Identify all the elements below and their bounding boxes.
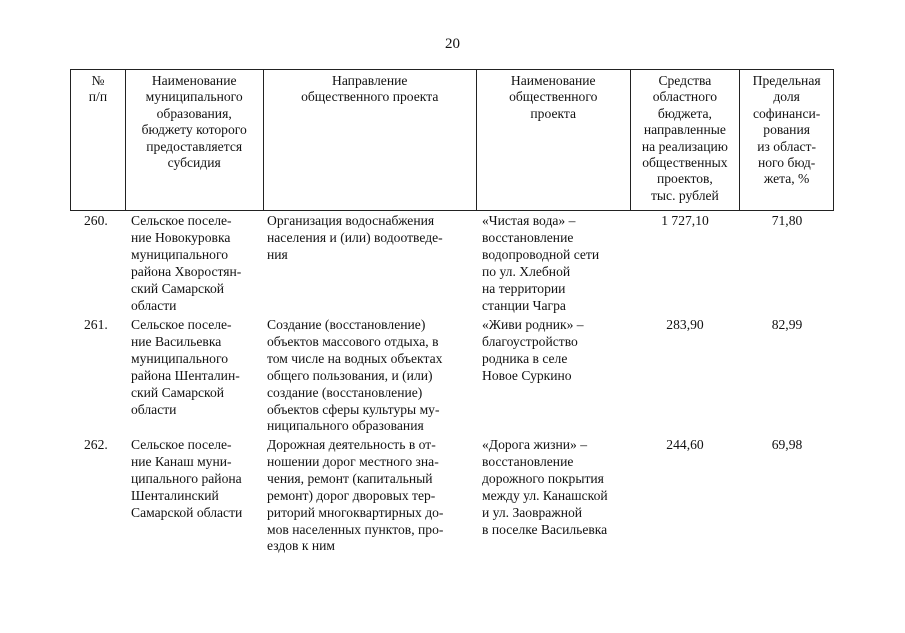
header-funds: Средства областного бюджета, направленные на реализацию общественных проектов, тыс. рублей bbox=[630, 70, 740, 210]
table-row bbox=[70, 437, 834, 567]
row-number: 261. bbox=[84, 317, 108, 332]
row-direction: Создание (восстановление) объектов массового отдыха, в том числе на водных объектах общего пользования, и (или) создание (восстановление) объектов сферы культуры му- ниципального образования bbox=[267, 317, 443, 434]
subsidy-table bbox=[70, 69, 834, 567]
row-municipality: Сельское поселе- ние Васильевка муниципального района Шенталин- ский Самарской области bbox=[131, 317, 240, 417]
row-project: «Живи родник» – благоустройство родника в селе Новое Суркино bbox=[482, 317, 584, 383]
header-number: № п/п bbox=[88, 73, 108, 105]
header-share: Предельная доля софинанси- рования из област- ного бюд- жета, % bbox=[739, 70, 833, 210]
table-row bbox=[70, 317, 834, 437]
row-share: 69,98 bbox=[771, 437, 803, 452]
row-municipality: Сельское поселе- ние Канаш муни- ципального района Шенталинский Самарской области bbox=[131, 437, 243, 520]
row-funds: 283,90 bbox=[666, 317, 704, 332]
table-header bbox=[70, 69, 834, 211]
row-direction: Дорожная деятельность в от- ношении дорог местного зна- чения, ремонт (капитальный ремонт) дорог дворовых тер- риторий многоквартирных до- мов населенных пунктов, про- ездов к ним bbox=[267, 437, 444, 554]
row-direction: Организация водоснабжения населения и (или) водоотведе- ния bbox=[267, 213, 443, 262]
row-funds: 1 727,10 bbox=[661, 213, 709, 228]
row-number: 260. bbox=[84, 213, 108, 228]
row-share: 82,99 bbox=[771, 317, 803, 332]
row-share: 71,80 bbox=[771, 213, 803, 228]
row-number: 262. bbox=[84, 437, 108, 452]
header-municipality: Наименование муниципального образования, бюджету которого предоставляется субсидия bbox=[125, 70, 263, 210]
row-funds: 244,60 bbox=[666, 437, 704, 452]
header-direction: Направление общественного проекта bbox=[263, 70, 476, 210]
header-project: Наименование общественного проекта bbox=[476, 70, 630, 210]
row-project: «Дорога жизни» – восстановление дорожного покрытия между ул. Канашской и ул. Заовражной в поселке Васильевка bbox=[482, 437, 608, 537]
row-municipality: Сельское поселе- ние Новокуровка муниципального района Хворостян- ский Самарской области bbox=[131, 213, 242, 313]
row-project: «Чистая вода» – восстановление водопроводной сети по ул. Хлебной на территории станции Чагра bbox=[482, 213, 600, 313]
page-number: 20 bbox=[445, 36, 460, 52]
table-row bbox=[70, 211, 834, 317]
